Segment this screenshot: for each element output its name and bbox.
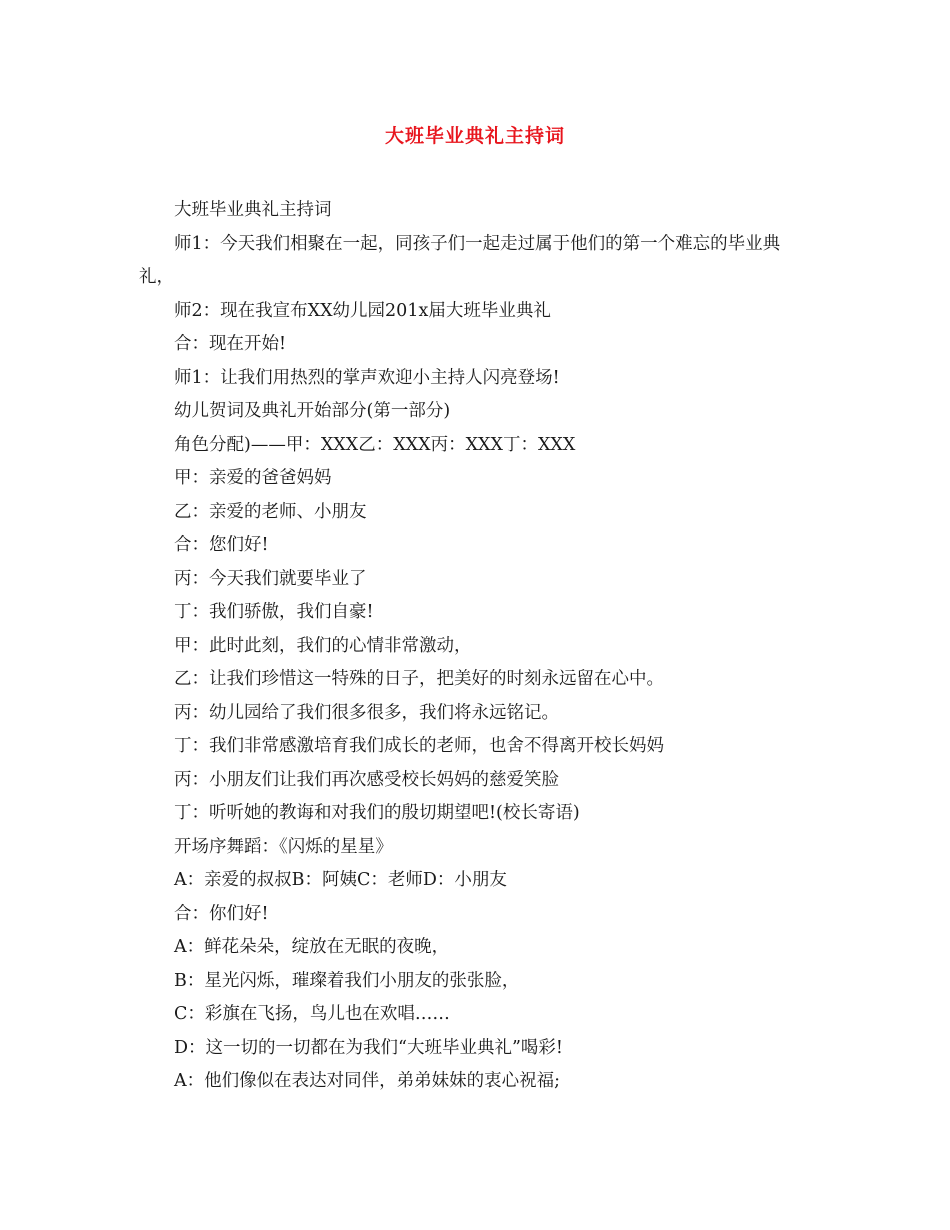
paragraph: A：亲爱的叔叔B：阿姨C：老师D：小朋友 [174, 870, 507, 890]
paragraph: 丙：小朋友们让我们再次感受校长妈妈的慈爱笑脸 [174, 769, 559, 790]
paragraph: D：这一切的一切都在为我们“大班毕业典礼”喝彩! [174, 1037, 563, 1058]
paragraph: 幼儿贺词及典礼开始部分(第一部分) [174, 401, 451, 421]
paragraph: C：彩旗在飞扬，鸟儿也在欢唱…… [174, 1004, 450, 1024]
paragraph: 丙：今天我们就要毕业了 [174, 568, 367, 589]
paragraph: B：星光闪烁，璀璨着我们小朋友的张张脸， [174, 970, 520, 991]
document-title: 大班毕业典礼主持词 [384, 125, 565, 147]
paragraph: 丁：听听她的教诲和对我们的殷切期望吧!(校长寄语) [174, 803, 580, 823]
document-body [139, 194, 815, 1099]
paragraph: 丙：幼儿园给了我们很多很多，我们将永远铭记。 [174, 702, 559, 723]
paragraph: A：他们像似在表达对同伴，弟弟妹妹的衷心祝福; [174, 1071, 561, 1091]
paragraph: 角色分配)——甲：XXX乙：XXX丙：XXX丁：XXX [174, 434, 576, 455]
paragraph: 师2：现在我宣布XX幼儿园201x届大班毕业典礼 [174, 300, 551, 321]
paragraph: 乙：亲爱的老师、小朋友 [174, 501, 367, 522]
paragraph: 乙：让我们珍惜这一特殊的日子，把美好的时刻永远留在心中。 [174, 669, 664, 689]
paragraph: 甲：亲爱的爸爸妈妈 [174, 468, 332, 488]
paragraph: 合：你们好! [174, 903, 269, 924]
paragraph: 大班毕业典礼主持词 [174, 200, 332, 220]
paragraph: 开场序舞蹈：《闪烁的星星》 [174, 836, 393, 857]
paragraph: 丁：我们非常感激培育我们成长的老师，也舍不得离开校长妈妈 [174, 736, 664, 756]
paragraph: 丁：我们骄傲，我们自豪! [174, 602, 374, 622]
paragraph: 师1：让我们用热烈的掌声欢迎小主持人闪亮登场! [174, 367, 560, 388]
paragraph: 甲：此时此刻，我们的心情非常激动， [174, 635, 472, 656]
paragraph: 合：您们好! [174, 535, 269, 555]
paragraph: 师1：今天我们相聚在一起，同孩子们一起走过属于他们的第一个难忘的毕业典礼， [139, 233, 781, 287]
paragraph: A：鲜花朵朵，绽放在无眠的夜晚， [174, 937, 450, 957]
paragraph: 合：现在开始! [174, 334, 287, 354]
